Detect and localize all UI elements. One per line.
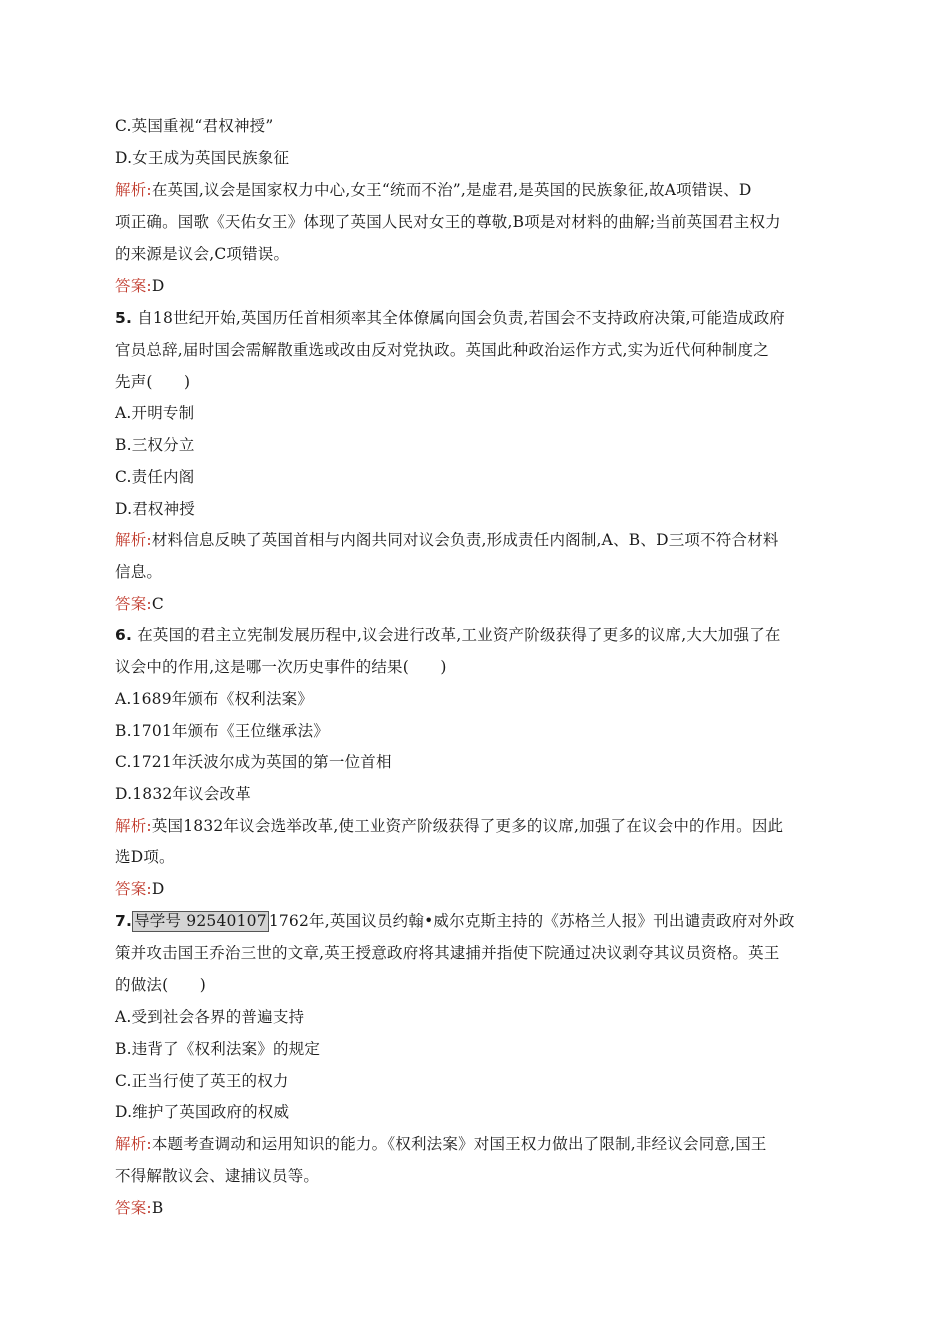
q5-answer [115, 593, 840, 615]
q4-analysis-line-2: 项正确。国歌《天佑女王》体现了英国人民对女王的尊敬,B项是对材料的曲解;当前英国君主权力 [115, 213, 781, 231]
analysis-text: 英国1832年议会选举改革,使工业资产阶级获得了更多的议席,加强了在议会中的作用。因此 [151, 817, 784, 835]
answer-value: C [151, 595, 164, 613]
answer-label: 答案: [115, 277, 152, 295]
q5-analysis-line-1 [115, 529, 840, 551]
q4-option-c: C.英国重视“君权神授” [115, 117, 274, 135]
q6-analysis-line-2: 选D项。 [115, 848, 175, 866]
q4-analysis-line-1 [115, 179, 840, 201]
stem-text: 自18世纪开始,英国历任首相须率其全体僚属向国会负责,若国会不支持政府决策,可能造成政府 [132, 309, 786, 327]
answer-label: 答案: [115, 595, 152, 613]
question-number: 6. [115, 626, 133, 644]
stem-text: 1762年,英国议员约翰•威尔克斯主持的《苏格兰人报》刊出谴责政府对外政 [268, 912, 795, 930]
analysis-label: 解析: [115, 1135, 152, 1153]
q5-stem-line-3: 先声( ) [115, 373, 191, 391]
q6-analysis-line-1 [115, 815, 840, 837]
q6-option-c: C.1721年沃波尔成为英国的第一位首相 [115, 753, 392, 771]
analysis-label: 解析: [115, 181, 152, 199]
q5-stem-line-2: 官员总辞,届时国会需解散重选或改由反对党执政。英国此种政治运作方式,实为近代何种制度之 [115, 341, 769, 359]
q6-stem-line-1 [115, 624, 840, 646]
q6-option-b: B.1701年颁布《王位继承法》 [115, 722, 329, 740]
analysis-label: 解析: [115, 531, 152, 549]
q4-answer [115, 275, 840, 297]
q7-analysis-line-1 [115, 1133, 840, 1155]
q4-analysis-line-3: 的来源是议会,C项错误。 [115, 245, 290, 263]
guide-number-tag[interactable]: 导学号 92540107 [134, 912, 267, 930]
q7-option-c: C.正当行使了英王的权力 [115, 1072, 289, 1090]
q7-option-d: D.维护了英国政府的权威 [115, 1103, 290, 1121]
answer-value: B [151, 1199, 164, 1217]
q7-analysis-line-2: 不得解散议会、逮捕议员等。 [115, 1167, 320, 1185]
analysis-text: 材料信息反映了英国首相与内阁共同对议会负责,形成责任内阁制,A、B、D三项不符合材料 [151, 531, 779, 549]
answer-value: D [151, 277, 165, 295]
answer-label: 答案: [115, 1199, 152, 1217]
q6-option-d: D.1832年议会改革 [115, 785, 251, 803]
q7-answer [115, 1197, 840, 1219]
q5-stem-line-1 [115, 307, 840, 329]
q5-analysis-line-2: 信息。 [115, 563, 163, 581]
analysis-text: 本题考查调动和运用知识的能力。《权利法案》对国王权力做出了限制,非经议会同意,国王 [151, 1135, 767, 1153]
q5-option-c: C.责任内阁 [115, 468, 195, 486]
q4-option-d: D.女王成为英国民族象征 [115, 149, 290, 167]
q7-option-a: A.受到社会各界的普遍支持 [115, 1008, 305, 1026]
answer-label: 答案: [115, 880, 152, 898]
q6-answer [115, 878, 840, 900]
q7-stem-line-1 [115, 910, 840, 932]
answer-value: D [151, 880, 165, 898]
q7-stem-line-2: 策并攻击国王乔治三世的文章,英王授意政府将其逮捕并指使下院通过决议剥夺其议员资格。英王 [115, 944, 780, 962]
q6-option-a: A.1689年颁布《权利法案》 [115, 690, 314, 708]
q5-option-d: D.君权神授 [115, 500, 196, 518]
q5-option-a: A.开明专制 [115, 404, 195, 422]
stem-text: 在英国的君主立宪制发展历程中,议会进行改革,工业资产阶级获得了更多的议席,大大加强了在 [132, 626, 781, 644]
q7-option-b: B.违背了《权利法案》的规定 [115, 1040, 321, 1058]
question-number: 5. [115, 309, 133, 327]
question-number: 7. [115, 912, 133, 930]
analysis-label: 解析: [115, 817, 152, 835]
analysis-text: 在英国,议会是国家权力中心,女王“统而不治”,是虚君,是英国的民族象征,故A项错误、D [151, 181, 752, 199]
q5-option-b: B.三权分立 [115, 436, 195, 454]
q6-stem-line-2: 议会中的作用,这是哪一次历史事件的结果( ) [115, 658, 447, 676]
q7-stem-line-3: 的做法( ) [115, 976, 206, 994]
